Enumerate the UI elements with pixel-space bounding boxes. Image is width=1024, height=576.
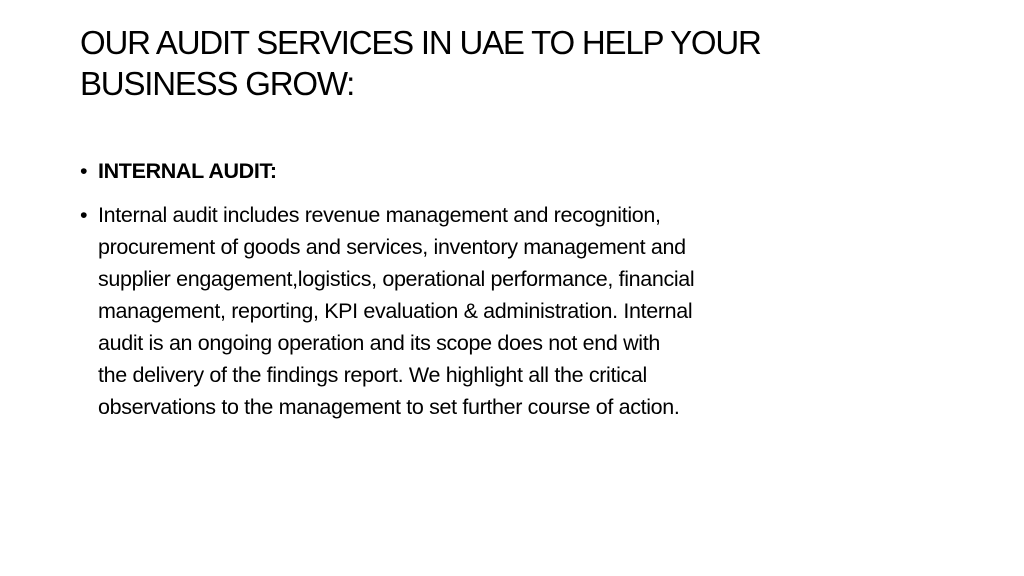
slide-title <box>80 22 940 104</box>
bullet-item-internal-audit-description <box>80 199 920 423</box>
description-line-3: supplier engagement,logistics, operational performance, financial <box>98 267 695 291</box>
slide-title-line-1: OUR AUDIT SERVICES IN UAE TO HELP YOUR <box>80 24 761 61</box>
bullet-marker: • <box>80 159 88 183</box>
bullet-item-internal-audit-heading <box>80 155 920 187</box>
internal-audit-heading: INTERNAL AUDIT: <box>98 159 277 183</box>
description-line-2: procurement of goods and services, inventory management and <box>98 235 686 259</box>
description-line-1: Internal audit includes revenue management and recognition, <box>98 203 661 227</box>
slide-title-line-2: BUSINESS GROW: <box>80 65 355 102</box>
bullet-list <box>80 155 920 435</box>
internal-audit-description <box>98 203 694 419</box>
bullet-marker: • <box>80 203 88 227</box>
description-line-6: the delivery of the findings report. We highlight all the critical <box>98 363 647 387</box>
description-line-4: management, reporting, KPI evaluation & administration. Internal <box>98 299 693 323</box>
description-line-5: audit is an ongoing operation and its scope does not end with <box>98 331 660 355</box>
description-line-7: observations to the management to set further course of action. <box>98 395 680 419</box>
